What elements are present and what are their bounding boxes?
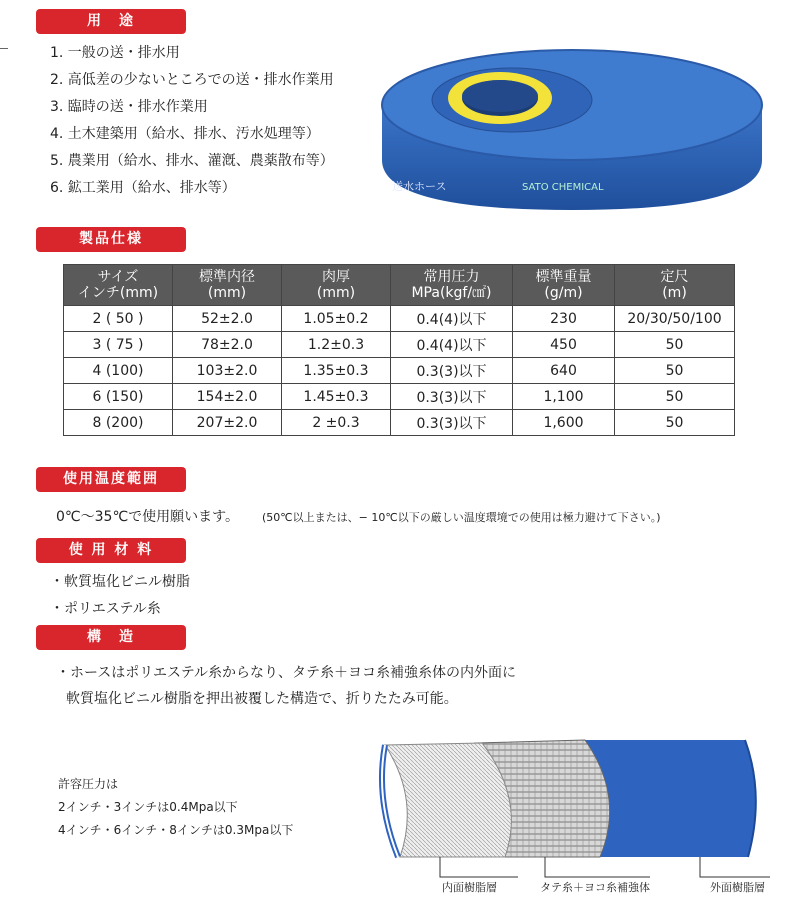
table-row [64,410,735,436]
thickness-cell: 1.45±0.3 [282,384,391,410]
temperature-text: 0℃〜35℃で使用願います。 [56,509,240,525]
usage-item: 6. 鉱工業用（給水、排水等） [50,180,236,196]
column-header: 肉厚 (mm) [282,265,391,306]
weight-cell: 1,100 [513,384,615,410]
column-header: 標準内径 (mm) [173,265,282,306]
materials-header: 使 用 材 料 [36,538,186,563]
table-row [64,306,735,332]
brand-text: SATO CHEMICAL [522,182,604,193]
pressure-line: 4インチ・6インチ・8インチは0.3Mpa以下 [58,823,294,837]
table-row [64,358,735,384]
inner-diameter-cell: 78±2.0 [173,332,282,358]
table-header-row [64,265,735,306]
material-item: ・ポリエステル糸 [50,601,161,617]
usage-item: 5. 農業用（給水、排水、灌漑、農薬散布等） [50,153,334,169]
inner-diameter-cell: 154±2.0 [173,384,282,410]
temperature-header: 使用温度範囲 [36,467,186,492]
inner-diameter-cell: 103±2.0 [173,358,282,384]
weight-cell: 230 [513,306,615,332]
size-cell: 8 (200) [64,410,173,436]
structure-line: 軟質塩化ビニル樹脂を押出被覆した構造で、折りたたみ可能。 [66,691,458,707]
table-row [64,332,735,358]
pressure-line: 許容圧力は [58,777,119,791]
length-cell: 50 [615,332,735,358]
table-row [64,384,735,410]
margin-mark [0,48,8,49]
usage-item: 4. 土木建築用（給水、排水、汚水処理等） [50,126,320,142]
length-cell: 50 [615,358,735,384]
spec-table [63,264,735,436]
temperature-note: (50℃以上または、− 10℃以下の厳しい温度環境での使用は極力避けて下さい。) [262,511,661,524]
weight-cell: 450 [513,332,615,358]
pressure-line: 2インチ・3インチは0.4Mpa以下 [58,800,238,814]
pressure-cell: 0.3(3)以下 [391,410,513,436]
length-cell: 50 [615,410,735,436]
size-cell: 4 (100) [64,358,173,384]
thickness-cell: 1.05±0.2 [282,306,391,332]
structure-line: ・ホースはポリエステル糸からなり、タテ糸＋ヨコ糸補強糸体の内外面に [56,665,517,681]
structure-header: 構 造 [36,625,186,650]
pressure-cell: 0.4(4)以下 [391,332,513,358]
length-cell: 20/30/50/100 [615,306,735,332]
material-item: ・軟質塩化ビニル樹脂 [50,574,190,590]
pressure-cell: 0.3(3)以下 [391,358,513,384]
usage-item: 3. 臨時の送・排水作業用 [50,99,208,115]
size-cell: 2 ( 50 ) [64,306,173,332]
column-header: 標準重量 (g/m) [513,265,615,306]
pressure-cell: 0.3(3)以下 [391,384,513,410]
pressure-cell: 0.4(4)以下 [391,306,513,332]
length-cell: 50 [615,384,735,410]
size-cell: 3 ( 75 ) [64,332,173,358]
thickness-cell: 2 ±0.3 [282,410,391,436]
hose-print-text: 送水ホース [392,180,447,193]
size-cell: 6 (150) [64,384,173,410]
outer-layer-label: 外面樹脂層 [710,881,765,894]
column-header: 定尺 (m) [615,265,735,306]
usage-header: 用 途 [36,9,186,34]
spec-header: 製品仕様 [36,227,186,252]
reinforcement-layer-label: タテ糸＋ヨコ糸補強体 [540,881,650,894]
inner-diameter-cell: 52±2.0 [173,306,282,332]
column-header: サイズ インチ(mm) [64,265,173,306]
thickness-cell: 1.2±0.3 [282,332,391,358]
hose-roll-image [372,40,772,215]
weight-cell: 640 [513,358,615,384]
usage-item: 2. 高低差の少ないところでの送・排水作業用 [50,72,334,88]
weight-cell: 1,600 [513,410,615,436]
column-header: 常用圧力 MPa(kgf/㎠) [391,265,513,306]
inner-layer-label: 内面樹脂層 [442,881,497,894]
inner-diameter-cell: 207±2.0 [173,410,282,436]
thickness-cell: 1.35±0.3 [282,358,391,384]
usage-item: 1. 一般の送・排水用 [50,45,180,61]
